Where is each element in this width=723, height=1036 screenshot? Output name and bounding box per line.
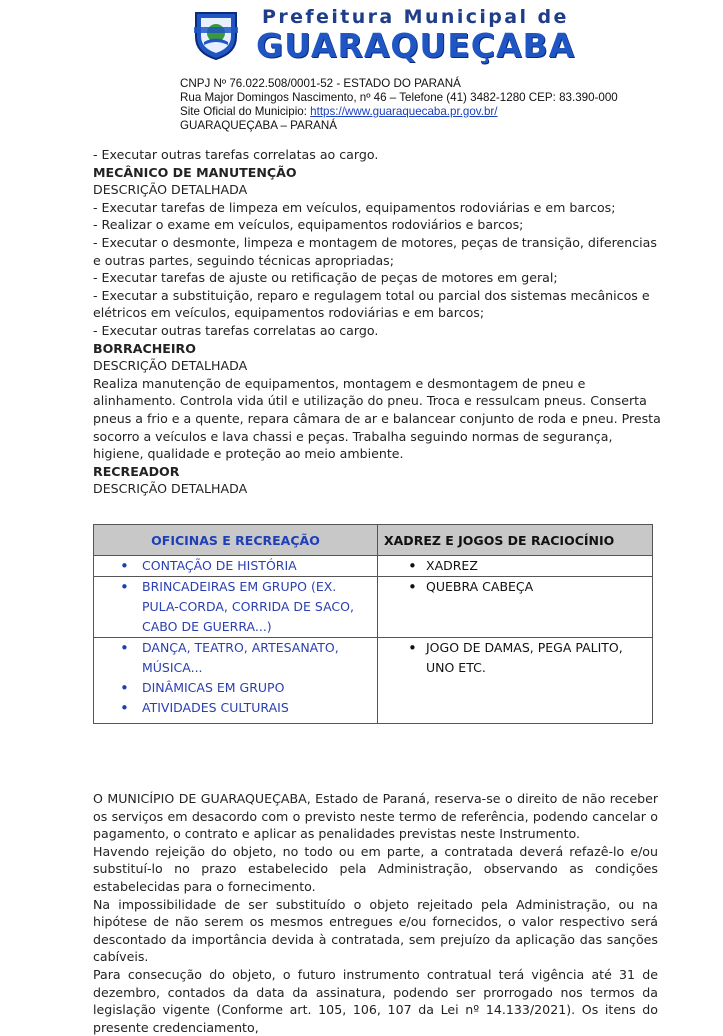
paragraph: Realiza manutenção de equipamentos, montagem e desmontagem de pneu e alinhamento. Controla vida útil e utilização do pneu. Troca e ressulcam pneus. Conserta pneus a frio e a quente, repara câmara de ar e balancear conjunto de roda e pneu. Presta socorro a veículos e lava chassi e peças. Trabalha seguindo normas de segurança, higiene, qualidade e proteção ao meio ambiente. [93, 375, 661, 462]
activities-table [93, 524, 653, 724]
list-item: • ATIVIDADES CULTURAIS [94, 698, 377, 718]
municipal-coat-of-arms-logo [192, 9, 240, 61]
table-row [94, 638, 653, 724]
column-header: OFICINAS E RECREAÇÃO [94, 525, 378, 556]
list-item: • BRINCADEIRAS EM GRUPO (EX. PULA-CORDA, CORRIDA DE SACO, CABO DE GUERRA...) [94, 577, 377, 637]
list-item: • JOGO DE DAMAS, PEGA PALITO, UNO ETC. [378, 638, 652, 678]
city-line: GUARAQUEÇABA – PARANÁ [180, 119, 337, 132]
section-subtitle: DESCRIÇÃO DETALHADA [93, 358, 248, 374]
list-item: • QUEBRA CABEÇA [378, 577, 652, 597]
table-row [94, 556, 653, 577]
cnpj-line: CNPJ Nº 76.022.508/0001-52 - ESTADO DO PARANÁ [180, 77, 461, 90]
table-header-row [94, 525, 653, 556]
bullet-list [378, 556, 652, 576]
site-label: Site Oficial do Municipio: [180, 105, 311, 118]
list-item: • DANÇA, TEATRO, ARTESANATO, MÚSICA... [94, 638, 377, 678]
column-header: XADREZ E JOGOS DE RACIOCÍNIO [378, 525, 653, 556]
section-title-borracheiro: BORRACHEIRO [93, 340, 196, 356]
text-line: - Executar outras tarefas correlatas ao cargo. [93, 147, 379, 162]
section-subtitle: DESCRIÇÃO DETALHADA [93, 481, 248, 497]
list-item: • DINÂMICAS EM GRUPO [94, 678, 377, 698]
list-item: - Executar tarefas de ajuste ou retificação de peças de motores em geral; [93, 270, 558, 286]
bullet-list [94, 638, 377, 718]
paragraph: Na impossibilidade de ser substituído o objeto rejeitado pela Administração, ou na hipótese de não serem os mesmos entregues e/ou fornecidos, o valor respectivo será descontado da importância devida à contratada, sem prejuízo da aplicação das sanções cabíveis. [93, 896, 658, 965]
table-row [94, 577, 653, 638]
address-line: Rua Major Domingos Nascimento, nº 46 – Telefone (41) 3482-1280 CEP: 83.390-000 [180, 91, 618, 104]
bullet-list [94, 577, 377, 637]
list-item: - Realizar o exame em veículos, equipamentos rodoviários e barcos; [93, 217, 524, 233]
site-line [180, 105, 498, 119]
body-text [93, 146, 663, 498]
list-item: • CONTAÇÃO DE HISTÓRIA [94, 556, 377, 576]
brand-subtitle: Prefeitura Municipal de [262, 6, 569, 28]
list-item: - Executar tarefas de limpeza em veículos, equipamentos rodoviárias e em barcos; [93, 199, 616, 215]
list-item: - Executar a substituição, reparo e regulagem total ou parcial dos sistemas mecânicos e elétricos em veículos, equipamentos rodoviárias e em barcos; [93, 287, 650, 321]
bullet-list [378, 638, 652, 678]
paragraph: Havendo rejeição do objeto, no todo ou em parte, a contratada deverá refazê-lo e/ou substituí-lo no prazo estabelecido pela Administração, observando as condições estabelecidas para o fornecimento. [93, 843, 658, 894]
section-title-recreador: RECREADOR [93, 463, 180, 479]
section-subtitle: DESCRIÇÃO DETALHADA [93, 182, 248, 198]
brand-title: GUARAQUEÇABA [256, 26, 576, 65]
section-title-mecanico: MECÂNICO DE MANUTENÇÃO [93, 164, 297, 180]
site-link[interactable]: https://www.guaraquecaba.pr.gov.br/ [310, 105, 498, 118]
paragraph: Para consecução do objeto, o futuro instrumento contratual terá vigência até 31 de dezembro, contados da data da assinatura, podendo ser prorrogado nos termos da legislação vigente (Conforme art. 105, 106, 107 da Lei nº 14.133/2021). Os itens do presente credenciamento, [93, 966, 658, 1035]
paragraph: O MUNICÍPIO DE GUARAQUEÇABA, Estado de Paraná, reserva-se o direito de não receber os serviços em desacordo com o previsto neste termo de referência, podendo cancelar o pagamento, o contrato e aplicar as penalidades previstas neste Instrumento. [93, 791, 658, 842]
bullet-list [378, 577, 652, 597]
bullet-list [94, 556, 377, 576]
list-item: - Executar outras tarefas correlatas ao cargo. [93, 322, 379, 338]
list-item: • XADREZ [378, 556, 652, 576]
list-item: - Executar o desmonte, limpeza e montagem de motores, peças de transição, diferencias e outras partes, seguindo técnicas apropriadas; [93, 234, 657, 268]
terms-section [93, 790, 658, 1036]
